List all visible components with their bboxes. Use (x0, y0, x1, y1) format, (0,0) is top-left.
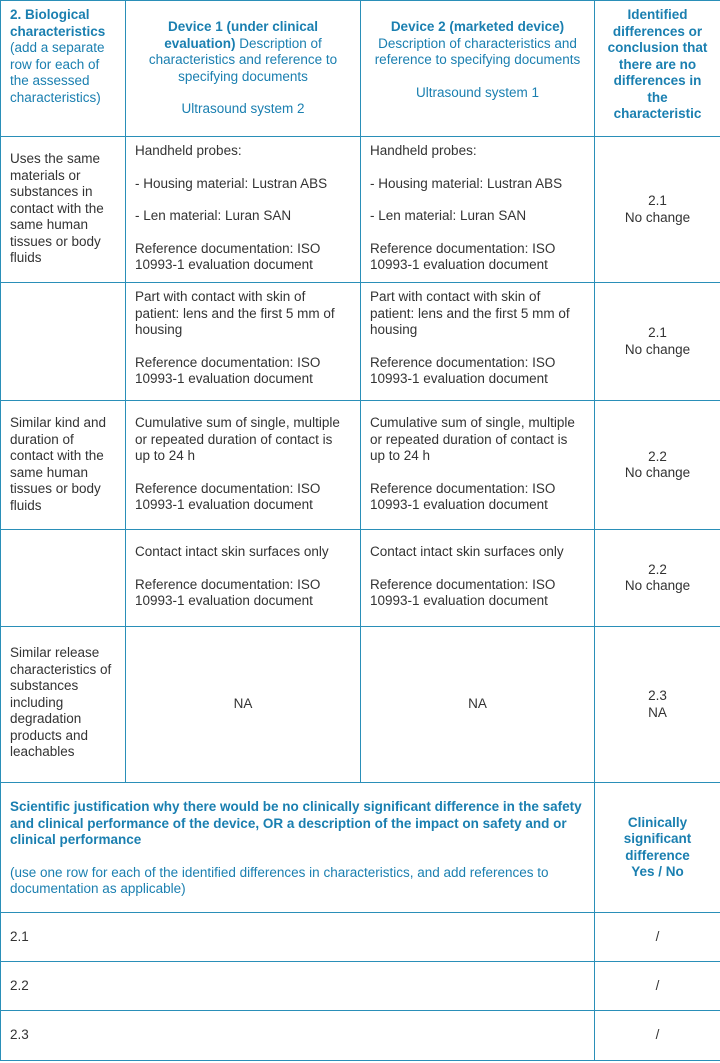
row-device2-cell (361, 530, 595, 627)
device1-text: Contact intact skin surfaces only (135, 544, 329, 559)
header-col3-title: Device 2 (marketed device) (390, 19, 565, 34)
header-characteristics (1, 1, 126, 137)
header-device1 (126, 1, 361, 137)
justification-title: Scientific justification why there would be no clinically significant difference in the safety and clinical performance of the device, OR a description of the impact on safety and or clinical performance (10, 799, 582, 847)
table-row (1, 401, 720, 530)
device1-text: Reference documentation: ISO 10993-1 evaluation document (135, 354, 321, 386)
header-col4-title: Identified differences or conclusion that there are no differences in the characteristic (607, 7, 708, 121)
clinically-significant-title: Clinically significant difference (623, 814, 692, 863)
justification-number: 2.1 (1, 913, 595, 962)
device1-text: Reference documentation: ISO 10993-1 evaluation document (135, 240, 321, 272)
device1-text: Cumulative sum of single, multiple or repeated duration of contact is up to 24 h (135, 415, 340, 463)
device2-text: Reference documentation: ISO 10993-1 evaluation document (370, 240, 556, 272)
header-col3-system: Ultrasound system 1 (415, 84, 540, 100)
justification-header (1, 783, 595, 913)
difference-text: No change (624, 341, 691, 357)
device2-text: Contact intact skin surfaces only (370, 544, 564, 559)
row-characteristic: Similar release characteristics of substances including degradation products and leachables (1, 627, 126, 783)
justification-row (1, 1011, 720, 1061)
row-characteristic (1, 283, 126, 401)
header-col2-desc: Description of characteristics and reference to specifying documents (148, 35, 338, 84)
header-col2-system: Ultrasound system 2 (181, 101, 305, 116)
table-row (1, 627, 720, 783)
difference-number: 2.1 (648, 325, 667, 340)
header-col3-desc: Description of characteristics and reference to specifying documents (374, 35, 581, 67)
header-col2-title: Device 1 (under clinical evaluation) (164, 19, 319, 51)
yes-no-label: Yes / No (631, 864, 684, 879)
device2-text: Reference documentation: ISO 10993-1 evaluation document (370, 480, 556, 512)
row-characteristic: Similar kind and duration of contact with the same human tissues or body fluids (1, 401, 126, 530)
row-difference-cell (595, 283, 720, 401)
justification-note: (use one row for each of the identified differences in characteristics, and add references to documentation as applicable) (10, 864, 549, 896)
justification-header-row (1, 783, 720, 913)
header-row (1, 1, 720, 137)
table-row (1, 530, 720, 627)
device2-text: Handheld probes: (370, 143, 477, 158)
row-device1-cell (126, 283, 361, 401)
row-device1-cell (126, 530, 361, 627)
row-device1-cell: NA (126, 627, 361, 783)
justification-row (1, 913, 720, 962)
justification-row (1, 962, 720, 1011)
device1-text: Handheld probes: (135, 143, 242, 158)
clinically-significant-header (595, 783, 720, 913)
device2-text: Cumulative sum of single, multiple or repeated duration of contact is up to 24 h (370, 415, 575, 463)
justification-number: 2.3 (1, 1011, 595, 1061)
header-col1-title: 2. Biological characteristics (10, 7, 106, 39)
row-device1-cell (126, 401, 361, 530)
device2-text: - Housing material: Lustran ABS (370, 175, 563, 191)
row-device2-cell (361, 283, 595, 401)
justification-value: / (595, 1011, 720, 1061)
table-row (1, 283, 720, 401)
justification-value: / (595, 913, 720, 962)
difference-number: 2.2 (648, 448, 667, 464)
row-difference-cell (595, 137, 720, 283)
header-differences (595, 1, 720, 137)
row-device2-cell (361, 401, 595, 530)
row-difference-cell (595, 530, 720, 627)
device1-text: Reference documentation: ISO 10993-1 evaluation document (135, 480, 321, 512)
difference-text: No change (624, 465, 691, 480)
difference-number: 2.3 (648, 688, 667, 703)
justification-value: / (595, 962, 720, 1011)
row-difference-cell (595, 627, 720, 783)
device2-text: - Len material: Luran SAN (370, 208, 527, 223)
device2-text: Part with contact with skin of patient: lens and the first 5 mm of housing (370, 289, 570, 337)
row-characteristic: Uses the same materials or substances in contact with the same human tissues or body fluids (1, 137, 126, 283)
difference-text: No change (624, 578, 691, 593)
difference-text: No change (624, 209, 691, 225)
row-device2-cell: NA (361, 627, 595, 783)
table-row (1, 137, 720, 283)
difference-number: 2.1 (648, 193, 667, 208)
device1-text: Part with contact with skin of patient: lens and the first 5 mm of housing (135, 289, 335, 337)
device1-text: Reference documentation: ISO 10993-1 evaluation document (135, 576, 321, 608)
header-col1-note: (add a separate row for each of the assessed characteristics) (10, 40, 105, 105)
row-characteristic (1, 530, 126, 627)
difference-text: NA (648, 704, 667, 720)
row-difference-cell (595, 401, 720, 530)
device1-text: - Housing material: Lustran ABS (135, 175, 328, 191)
device1-text: - Len material: Luran SAN (135, 208, 292, 223)
difference-number: 2.2 (648, 561, 667, 577)
row-device2-cell (361, 137, 595, 283)
row-device1-cell (126, 137, 361, 283)
justification-number: 2.2 (1, 962, 595, 1011)
device2-text: Reference documentation: ISO 10993-1 evaluation document (370, 354, 556, 386)
device2-text: Reference documentation: ISO 10993-1 evaluation document (370, 576, 556, 608)
header-device2 (361, 1, 595, 137)
